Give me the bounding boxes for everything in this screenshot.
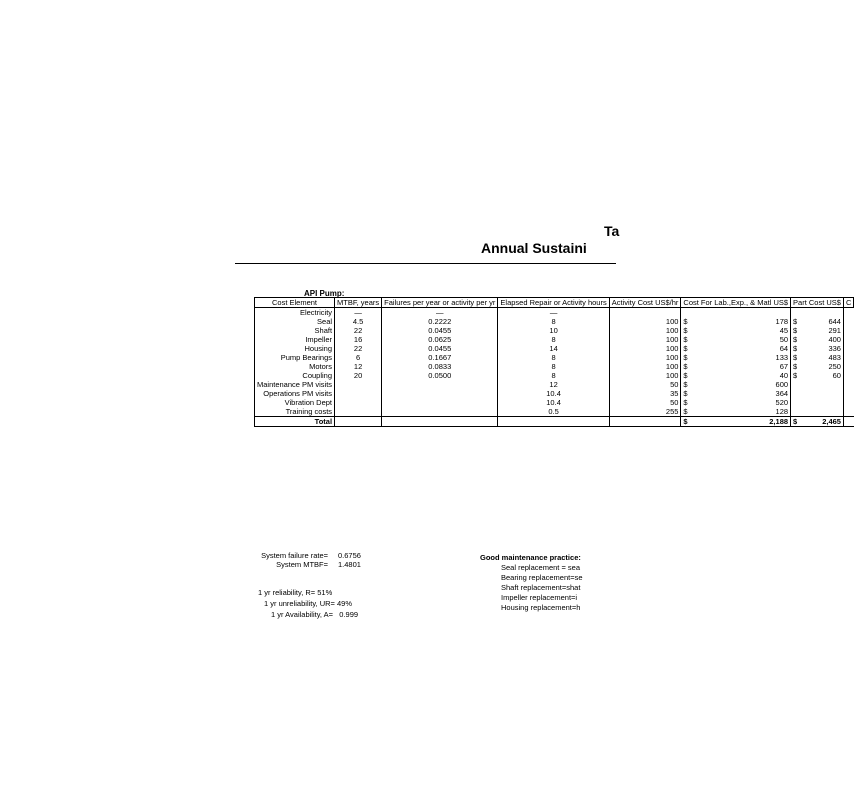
part-cost-cell: 250 (802, 362, 844, 371)
partial-cell (843, 344, 853, 353)
mtbf-cell: 6 (335, 353, 382, 362)
activity-cell: 50 (609, 380, 681, 389)
good-practice-item: Shaft replacement=shat (501, 583, 581, 592)
part-cost-cell: 291 (802, 326, 844, 335)
elapsed-cell: 8 (498, 335, 609, 344)
elapsed-cell: 12 (498, 380, 609, 389)
elapsed-cell: 10.4 (498, 389, 609, 398)
part-cost-cell (802, 308, 844, 318)
partial-cell (843, 308, 853, 318)
failure-rate-label: System failure rate= (261, 551, 328, 560)
title-rule (235, 263, 616, 264)
partial-cell (843, 380, 853, 389)
element-cell: Coupling (255, 371, 335, 380)
part-cost-cell: 60 (802, 371, 844, 380)
activity-cell: 255 (609, 407, 681, 417)
cost-dollar-cell: $ (683, 353, 688, 362)
elapsed-cell: 10 (498, 326, 609, 335)
table-title-line1: Ta (604, 223, 620, 239)
mtbf-cell: 22 (335, 344, 382, 353)
partial-cell (843, 326, 853, 335)
cost-cell: 133 (701, 353, 791, 362)
partial-cell (843, 389, 853, 398)
table-row (255, 389, 854, 398)
table-row (255, 317, 854, 326)
cost-dollar-cell: $ (683, 317, 688, 326)
element-cell: Training costs (255, 407, 335, 417)
mtbf-cell (335, 389, 382, 398)
partial-cell (843, 371, 853, 380)
cost-dollar-cell: $ (683, 380, 688, 389)
cost-cell: 64 (701, 344, 791, 353)
reliability-a: 1 yr Availability, A= 0.999 (271, 610, 359, 619)
part-cost-cell: 644 (802, 317, 844, 326)
activity-cell: 100 (609, 335, 681, 344)
activity-cell: 100 (609, 317, 681, 326)
header-cost-element: Cost Element (255, 298, 335, 308)
table-row (255, 407, 854, 417)
table-row (255, 380, 854, 389)
cost-dollar-cell (681, 308, 701, 318)
activity-cell: 100 (609, 344, 681, 353)
table-row (255, 326, 854, 335)
table-row (255, 308, 854, 318)
total-cost: 2,188 (701, 417, 791, 427)
cost-cell: 128 (701, 407, 791, 417)
table-row (255, 344, 854, 353)
section-label: API Pump: (304, 289, 345, 298)
part-dollar-cell (791, 308, 802, 318)
header-mtbf: MTBF, years (335, 298, 382, 308)
good-practice (480, 553, 583, 613)
activity-cell: 100 (609, 326, 681, 335)
activity-cell (609, 308, 681, 318)
good-practice-heading: Good maintenance practice: (480, 553, 581, 562)
cost-dollar-cell: $ (683, 326, 688, 335)
elapsed-cell: 8 (498, 317, 609, 326)
cost-dollar-cell: $ (683, 398, 688, 407)
system-mtbf-row (228, 560, 361, 569)
mtbf-cell: 20 (335, 371, 382, 380)
header-row (255, 298, 854, 308)
failure-rate-value: 0.6756 (338, 551, 361, 560)
element-cell: Electricity (255, 308, 335, 318)
element-cell: Motors (255, 362, 335, 371)
cost-cell (701, 308, 791, 318)
table-title-line2: Annual Sustaini (481, 240, 587, 256)
partial-cell (843, 407, 853, 417)
part-dollar-cell: $ (793, 353, 798, 362)
failures-cell: 0.0455 (382, 326, 498, 335)
good-practice-list (480, 563, 583, 613)
failures-cell (382, 398, 498, 407)
reliability-r: 1 yr reliability, R= 51% (258, 588, 333, 597)
cost-cell: 364 (701, 389, 791, 398)
header-failures: Failures per year or activity per yr (382, 298, 498, 308)
good-practice-item: Seal replacement = sea (501, 563, 581, 572)
failures-cell: 0.0833 (382, 362, 498, 371)
cost-cell: 50 (701, 335, 791, 344)
cost-cell: 600 (701, 380, 791, 389)
part-dollar-cell: $ (793, 317, 798, 326)
elapsed-cell: 8 (498, 371, 609, 380)
part-cost-cell: 400 (802, 335, 844, 344)
table-body (255, 308, 854, 417)
part-dollar-cell (791, 407, 802, 417)
cost-cell: 520 (701, 398, 791, 407)
activity-cell: 100 (609, 371, 681, 380)
header-part-cost: Part Cost US$ (791, 298, 844, 308)
failures-cell: 0.0500 (382, 371, 498, 380)
mtbf-cell (335, 407, 382, 417)
partial-cell (843, 353, 853, 362)
partial-cell (843, 398, 853, 407)
element-cell: Shaft (255, 326, 335, 335)
system-mtbf-value: 1.4801 (338, 560, 361, 569)
system-stats (228, 551, 361, 569)
cost-cell: 67 (701, 362, 791, 371)
part-cost-cell: 336 (802, 344, 844, 353)
partial-cell (843, 335, 853, 344)
mtbf-cell: 4.5 (335, 317, 382, 326)
activity-cell: 100 (609, 353, 681, 362)
elapsed-cell: 8 (498, 362, 609, 371)
table-row (255, 353, 854, 362)
total-label: Total (255, 417, 335, 427)
part-cost-cell: 483 (802, 353, 844, 362)
elapsed-cell: 8 (498, 353, 609, 362)
cost-dollar-cell: $ (683, 389, 688, 398)
failures-cell (382, 407, 498, 417)
total-part-dollar: $ (791, 417, 802, 427)
elapsed-cell: — (498, 308, 609, 318)
good-practice-item: Bearing replacement=se (501, 573, 583, 582)
mtbf-cell: — (335, 308, 382, 318)
element-cell: Impeller (255, 335, 335, 344)
element-cell: Maintenance PM visits (255, 380, 335, 389)
failures-cell: 0.0455 (382, 344, 498, 353)
activity-cell: 100 (609, 362, 681, 371)
elapsed-cell: 14 (498, 344, 609, 353)
part-dollar-cell: $ (793, 326, 798, 335)
cost-cell: 40 (701, 371, 791, 380)
table-row (255, 362, 854, 371)
part-dollar-cell: $ (793, 362, 798, 371)
cost-dollar-cell: $ (683, 335, 688, 344)
total-cost-dollar: $ (681, 417, 701, 427)
reliability-ur: 1 yr unreliability, UR= 49% (264, 599, 353, 608)
partial-cell (843, 317, 853, 326)
header-cost-for: Cost For Lab.,Exp., & Matl US$ (681, 298, 791, 308)
cost-dollar-cell: $ (683, 344, 688, 353)
part-dollar-cell (791, 389, 802, 398)
cost-cell: 178 (701, 317, 791, 326)
failures-cell: 0.2222 (382, 317, 498, 326)
cost-dollar-cell: $ (683, 362, 688, 371)
part-dollar-cell: $ (793, 335, 798, 344)
cost-cell: 45 (701, 326, 791, 335)
header-activity-cost: Activity Cost US$/hr (609, 298, 681, 308)
elapsed-cell: 10.4 (498, 398, 609, 407)
total-row (255, 417, 854, 427)
good-practice-item: Impeller replacement=i (501, 593, 578, 602)
header-partial: C (843, 298, 853, 308)
cost-table (254, 297, 854, 427)
element-cell: Operations PM visits (255, 389, 335, 398)
element-cell: Seal (255, 317, 335, 326)
part-dollar-cell (791, 398, 802, 407)
system-mtbf-label: System MTBF= (276, 560, 328, 569)
failures-cell (382, 389, 498, 398)
header-elapsed: Elapsed Repair or Activity hours (498, 298, 609, 308)
table-row (255, 335, 854, 344)
mtbf-cell: 16 (335, 335, 382, 344)
activity-cell: 35 (609, 389, 681, 398)
failure-rate-row (228, 551, 361, 560)
mtbf-cell (335, 398, 382, 407)
elapsed-cell: 0.5 (498, 407, 609, 417)
failures-cell (382, 380, 498, 389)
part-cost-cell (802, 398, 844, 407)
failures-cell: 0.1667 (382, 353, 498, 362)
mtbf-cell (335, 380, 382, 389)
element-cell: Pump Bearings (255, 353, 335, 362)
activity-cell: 50 (609, 398, 681, 407)
element-cell: Housing (255, 344, 335, 353)
part-cost-cell (802, 407, 844, 417)
part-dollar-cell (791, 380, 802, 389)
element-cell: Vibration Dept (255, 398, 335, 407)
mtbf-cell: 12 (335, 362, 382, 371)
cost-dollar-cell: $ (683, 407, 688, 416)
failures-cell: — (382, 308, 498, 318)
part-cost-cell (802, 380, 844, 389)
part-dollar-cell: $ (793, 371, 798, 380)
part-dollar-cell: $ (793, 344, 798, 353)
table-row (255, 398, 854, 407)
mtbf-cell: 22 (335, 326, 382, 335)
total-part: 2,465 (802, 417, 844, 427)
cost-dollar-cell: $ (683, 371, 688, 380)
good-practice-item: Housing replacement=h (501, 603, 581, 612)
partial-cell (843, 362, 853, 371)
part-cost-cell (802, 389, 844, 398)
table-row (255, 371, 854, 380)
failures-cell: 0.0625 (382, 335, 498, 344)
